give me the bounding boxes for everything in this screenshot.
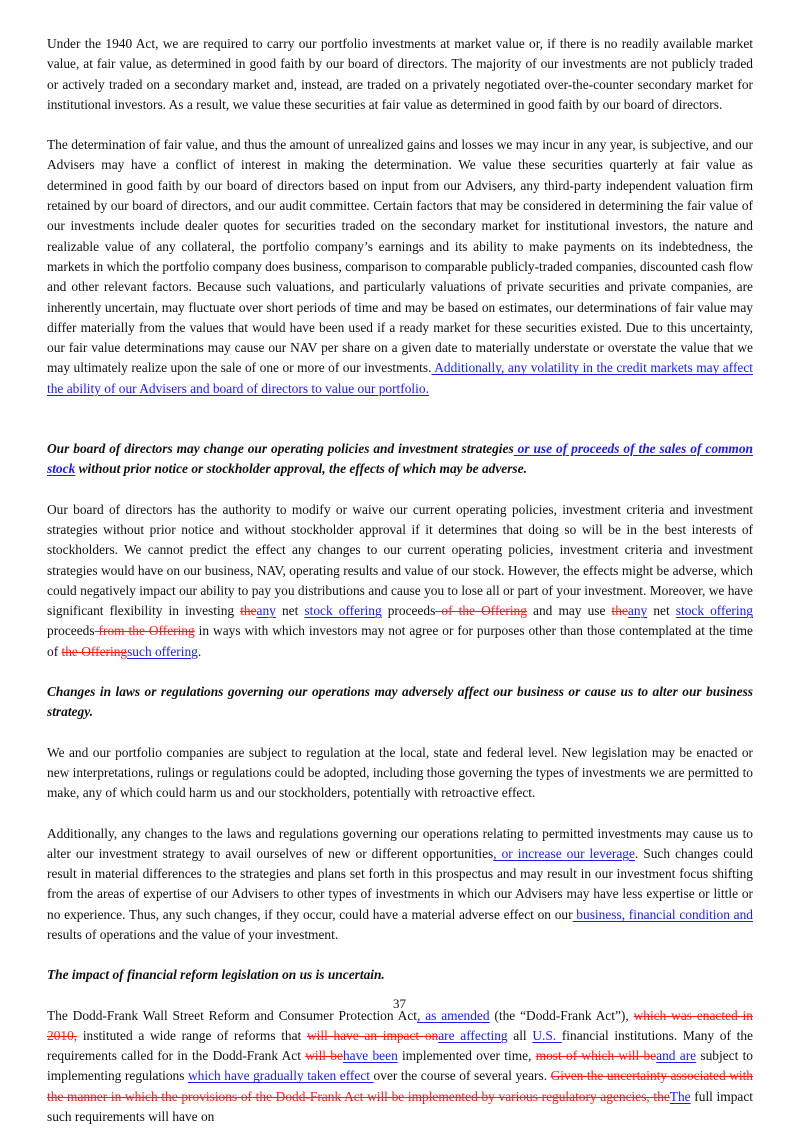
body-text: proceeds (381, 603, 436, 619)
inserted-text: are affecting (438, 1027, 508, 1043)
body-text: full impact such requirements will have on (47, 1088, 753, 1125)
body-text: The determination of fair value, and thus the amount of unrealized gains and losses we may incur in any year, is subjective, and our Advisers may have a conflict of interest in making the determination. We value these securities quarterly at fair value as determined in good faith by our board of directors based on input from our Advisers, any third-party independent valuation firm retained by our board of directors, and our audit committee. Certain factors that may be considered in determining the fair value of our investments include dealer quotes for securities traded on the secondary market for institutional investors, the nature and realizable value of any collateral, the portfolio company’s earnings and its ability to make payments on its indebtedness, the markets in which the portfolio company does business, comparison to comparable publicly-traded companies, discounted cash flow and other relevant factors. Because such valuations, and particularly valuations of private securities and private companies, are inherently uncertain, may fluctuate over short periods of time and may be based on estimates, our determinations of fair value may differ materially from the values that would have been used if a ready market for these securities existed. Due to this uncertainty, our fair value determinations may cause our NAV per share on a given date to materially understate or overstate the value that we may ultimately realize upon the sale of one or more of our investments. (47, 137, 753, 376)
inserted-text: such offering (127, 643, 198, 659)
body-text: net (647, 603, 676, 619)
inserted-text: U.S. (532, 1027, 562, 1043)
inserted-text: any (627, 603, 648, 619)
body-text: all (507, 1027, 533, 1043)
inserted-text: any (256, 603, 276, 619)
paragraph-regulation-changes (47, 824, 753, 946)
inserted-text: or use of proceeds of the sales of common stock (47, 441, 753, 477)
body-text: Under the 1940 Act, we are required to carry our portfolio investments at market value or, if there is no readily available market value, at fair value, as determined in good faith by our board of directors. The majority of our investments are not publicly traded or actively traded on a secondary market and, instead, are traded on a privately negotiated over-the-counter secondary market for institutional investors. As a result, we value these securities at fair value as determined in good faith by our board of directors. (47, 36, 753, 112)
body-text: over the course of several years. (373, 1068, 551, 1084)
inserted-text: have been (342, 1048, 398, 1064)
body-text: financial institutions. Many of the requirements called for in the Dodd-Frank Act (47, 1027, 753, 1064)
heading-laws-regulations (47, 682, 753, 723)
inserted-text: , as amended (417, 1007, 490, 1023)
body-text: . (197, 643, 202, 659)
body-text: results of operations and the value of your investment. (47, 926, 339, 942)
deleted-text: the (240, 603, 257, 619)
body-text: The Dodd-Frank Wall Street Reform and Consumer Protection Act (47, 1007, 418, 1023)
paragraph-board-authority (47, 500, 753, 662)
body-text: net (275, 603, 305, 619)
paragraph-regulation-subject (47, 743, 753, 804)
deleted-text: will be (305, 1048, 343, 1064)
body-text: implemented over time, (397, 1048, 536, 1064)
inserted-text: , or increase our leverage (493, 845, 635, 861)
deleted-text: from the Offering (94, 623, 195, 639)
body-text: in ways with which investors may not agree or for purposes other than those contemplated at the time of (47, 623, 753, 659)
body-text: subject to implementing regulations (47, 1048, 753, 1084)
heading-financial-reform (47, 965, 753, 985)
inserted-text: business, financial condition and (572, 906, 753, 922)
body-text: proceeds (47, 623, 95, 639)
document-page (47, 34, 753, 1147)
body-text: . Such changes could result in material differences to the strategies and plans set forth in this prospectus and may result in our investment focus shifting from the areas of expertise of our Advisers to other types of investments in which our Advisers may have less expertise or little or no experience. Thus, any such changes, if they occur, could have a material adverse effect on our (47, 845, 753, 922)
deleted-text: Given the uncertainty associated with the manner in which the provisions of the Dodd-Frank Act will be implemented by various regulatory agencies, the (47, 1068, 753, 1104)
inserted-text: and are (656, 1048, 697, 1064)
body-text: We and our portfolio companies are subject to regulation at the local, state and federal level. New legislation may be enacted or new interpretations, rulings or regulations could be adopted, including those governing the types of investments we are permitted to make, any of which could harm us and our stockholders, potentially with retroactive effect. (47, 744, 753, 801)
body-text: The impact of financial reform legislation on us is uncertain. (47, 967, 385, 983)
page-number: 37 (393, 996, 406, 1011)
inserted-text: The (669, 1088, 691, 1104)
inserted-text: which have gradually taken effect (187, 1068, 374, 1084)
inserted-text: stock offering (675, 603, 753, 619)
body-text: Changes in laws or regulations governing our operations may adversely affect our business or cause us to alter our business strategy. (47, 684, 753, 720)
paragraph-dodd-frank (47, 1006, 753, 1128)
body-text: Our board of directors may change our operating policies and investment strategies (47, 441, 514, 457)
body-text: instituted a wide range of reforms that (77, 1027, 307, 1043)
inserted-text: stock offering (304, 603, 382, 619)
body-text: Additionally, any changes to the laws and regulations governing our operations relating to permitted investments may cause us to alter our investment strategy to avail ourselves of new or different opportunities (47, 825, 753, 861)
deleted-text: the (611, 603, 628, 619)
deleted-text: which was enacted in 2010, (47, 1007, 754, 1043)
body-text: Our board of directors has the authority to modify or waive our current operating policies, investment criteria and investment strategies without prior notice and without stockholder approval if it determines that doing so will be in the best interests of stockholders. We cannot predict the effect any changes to our current operating policies, investment criteria and investment strategies would have on our business, NAV, operating results and value of our stock. However, the effects might be adverse, which could negatively impact our ability to pay you distributions and cause you to lose all or part of your investment. Moreover, we have significant flexibility in investing (47, 501, 753, 619)
deleted-text: the Offering (61, 643, 128, 659)
heading-operating-policies (47, 439, 753, 480)
inserted-text: Additionally, any volatility in the credit markets may affect the ability of our Advisers and board of directors to value our portfolio. (47, 360, 754, 396)
body-text: (the “Dodd-Frank Act”), (489, 1007, 634, 1023)
body-text: and may use (526, 603, 612, 619)
deleted-text: of the Offering (435, 603, 527, 619)
paragraph-1940-act-valuation (47, 34, 753, 115)
deleted-text: most of which will be (535, 1048, 657, 1064)
body-text: without prior notice or stockholder approval, the effects of which may be adverse. (75, 461, 527, 477)
paragraph-fair-value-determination (47, 135, 753, 399)
deleted-text: will have an impact on (306, 1027, 439, 1043)
